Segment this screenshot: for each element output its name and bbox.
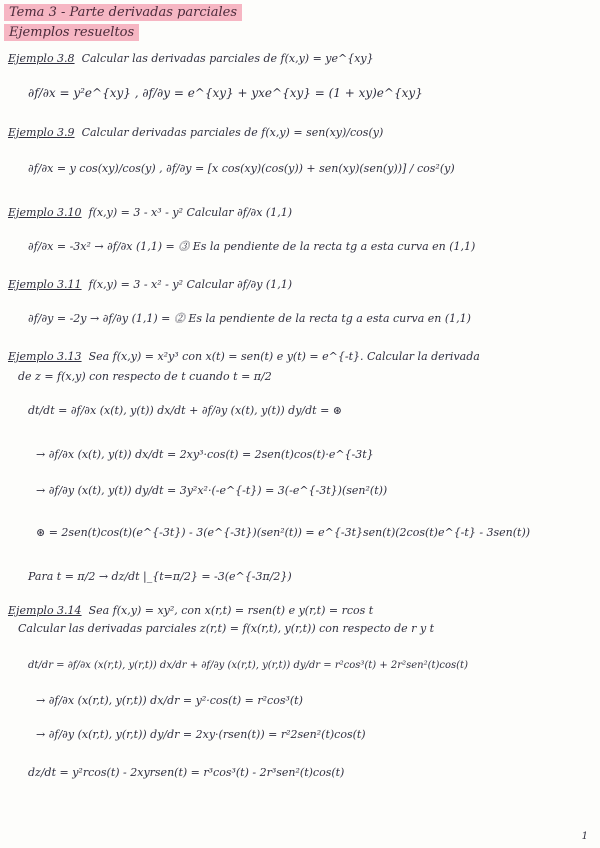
- page-number: 1: [581, 831, 588, 842]
- example-3-9-equation: ∂f/∂x = y cos(xy)/cos(y) , ∂f/∂y = [x cos(xy)(cos(y)) + sen(xy)(sen(y))] / cos²(y): [28, 162, 455, 175]
- example-3-10-heading: Ejemplo 3.10 f(x,y) = 3 - x³ - y² Calcular ∂f/∂x (1,1): [8, 206, 292, 219]
- page-subtitle: Ejemplos resueltos: [4, 24, 139, 41]
- example-3-14-heading: Ejemplo 3.14 Sea f(x,y) = xy², con x(r,t) = rsen(t) e y(r,t) = rcos t: [8, 604, 374, 617]
- example-3-10-equation: ∂f/∂x = -3x² → ∂f/∂x (1,1) = ⓷ Es la pendiente de la recta tg a esta curva en (1,1): [28, 240, 476, 253]
- example-3-13-heading: Ejemplo 3.13 Sea f(x,y) = x²y³ con x(t) = sen(t) e y(t) = e^{-t}. Calcular la derivada: [8, 350, 480, 363]
- example-3-14-eq-2: → ∂f/∂x (x(r,t), y(r,t)) dx/dr = y²·cos(t) = r²cos³(t): [36, 694, 303, 707]
- example-3-13-result: Para t = π/2 → dz/dt |_{t=π/2} = -3(e^{-3π/2}): [28, 570, 292, 583]
- example-3-14-eq-1: dt/dr = ∂f/∂x (x(r,t), y(r,t)) dx/dr + ∂f/∂y (x(r,t), y(r,t)) dy/dr = r²cos³(t) + 2r²sen²(t)cos(t): [28, 660, 468, 671]
- example-3-13-eq-2: → ∂f/∂x (x(t), y(t)) dx/dt = 2xy³·cos(t) = 2sen(t)cos(t)·e^{-3t}: [36, 448, 374, 461]
- example-3-14-eq-3: → ∂f/∂y (x(r,t), y(r,t)) dy/dr = 2xy·(rsen(t)) = r²2sen²(t)cos(t): [36, 728, 366, 741]
- example-3-9-heading: Ejemplo 3.9 Calcular derivadas parciales de f(x,y) = sen(xy)/cos(y): [8, 126, 384, 139]
- example-3-11-heading: Ejemplo 3.11 f(x,y) = 3 - x² - y² Calcular ∂f/∂y (1,1): [8, 278, 293, 291]
- example-3-11-equation: ∂f/∂y = -2y → ∂f/∂y (1,1) = ⓶ Es la pendiente de la recta tg a esta curva en (1,1): [28, 312, 471, 325]
- example-3-14-text: Calcular las derivadas parciales z(r,t) = f(x(r,t), y(r,t)) con respecto de r y t: [18, 622, 435, 635]
- example-3-8-heading: Ejemplo 3.8 Calcular las derivadas parciales de f(x,y) = ye^{xy}: [8, 52, 374, 65]
- example-3-13-eq-1: dt/dt = ∂f/∂x (x(t), y(t)) dx/dt + ∂f/∂y (x(t), y(t)) dy/dt = ⊛: [28, 404, 343, 417]
- example-3-13-eq-3: → ∂f/∂y (x(t), y(t)) dy/dt = 3y²x²·(-e^{-t}) = 3(-e^{-3t})(sen²(t)): [36, 484, 388, 497]
- example-3-14-eq-4: dz/dt = y²rcos(t) - 2xyrsen(t) = r³cos³(t) - 2r³sen²(t)cos(t): [28, 766, 345, 779]
- example-3-13-eq-4: ⊛ = 2sen(t)cos(t)(e^{-3t}) - 3(e^{-3t})(sen²(t)) = e^{-3t}sen(t)(2cos(t)e^{-t} - 3sen(t)): [36, 526, 531, 539]
- example-3-8-equation: ∂f/∂x = y²e^{xy} , ∂f/∂y = e^{xy} + yxe^{xy} = (1 + xy)e^{xy}: [28, 86, 423, 100]
- example-3-13-text: de z = f(x,y) con respecto de t cuando t = π/2: [18, 370, 272, 383]
- page-title: Tema 3 - Parte derivadas parciales: [4, 4, 242, 21]
